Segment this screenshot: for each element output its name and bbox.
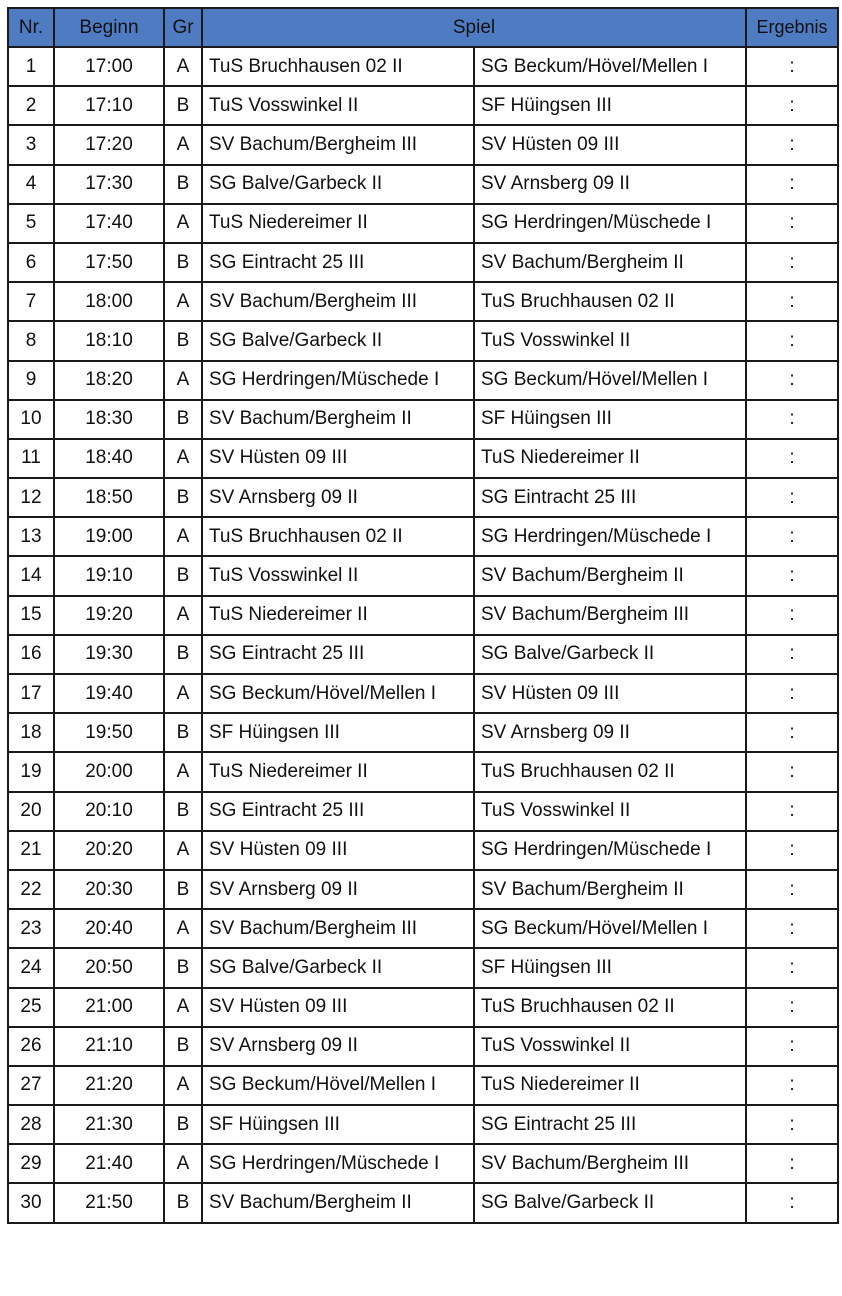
result-cell[interactable]: : — [746, 400, 838, 439]
match-number: 2 — [8, 86, 54, 125]
group: A — [164, 47, 202, 86]
away-team: SF Hüingsen III — [474, 86, 746, 125]
group: A — [164, 1066, 202, 1105]
result-cell[interactable]: : — [746, 556, 838, 595]
result-cell[interactable]: : — [746, 831, 838, 870]
table-row — [8, 792, 838, 831]
away-team: TuS Bruchhausen 02 II — [474, 988, 746, 1027]
away-team: SV Bachum/Bergheim III — [474, 596, 746, 635]
group: A — [164, 361, 202, 400]
home-team: SG Eintracht 25 III — [202, 243, 474, 282]
group: A — [164, 125, 202, 164]
start-time: 18:40 — [54, 439, 164, 478]
home-team: SG Herdringen/Müschede I — [202, 1144, 474, 1183]
away-team: TuS Niedereimer II — [474, 1066, 746, 1105]
start-time: 18:00 — [54, 282, 164, 321]
home-team: SG Balve/Garbeck II — [202, 165, 474, 204]
start-time: 20:10 — [54, 792, 164, 831]
home-team: TuS Bruchhausen 02 II — [202, 47, 474, 86]
match-number: 9 — [8, 361, 54, 400]
header-row — [8, 8, 838, 47]
match-number: 12 — [8, 478, 54, 517]
group: B — [164, 243, 202, 282]
start-time: 18:20 — [54, 361, 164, 400]
match-number: 29 — [8, 1144, 54, 1183]
match-number: 23 — [8, 909, 54, 948]
away-team: SV Hüsten 09 III — [474, 674, 746, 713]
away-team: SG Beckum/Hövel/Mellen I — [474, 47, 746, 86]
group: B — [164, 713, 202, 752]
result-cell[interactable]: : — [746, 909, 838, 948]
away-team: TuS Vosswinkel II — [474, 321, 746, 360]
start-time: 17:50 — [54, 243, 164, 282]
match-number: 27 — [8, 1066, 54, 1105]
group: A — [164, 988, 202, 1027]
home-team: TuS Vosswinkel II — [202, 556, 474, 595]
start-time: 21:30 — [54, 1105, 164, 1144]
table-row — [8, 870, 838, 909]
result-cell[interactable]: : — [746, 596, 838, 635]
match-number: 1 — [8, 47, 54, 86]
group: A — [164, 831, 202, 870]
match-number: 16 — [8, 635, 54, 674]
home-team: TuS Vosswinkel II — [202, 86, 474, 125]
match-number: 7 — [8, 282, 54, 321]
start-time: 18:10 — [54, 321, 164, 360]
result-cell[interactable]: : — [746, 321, 838, 360]
match-number: 14 — [8, 556, 54, 595]
away-team: TuS Niedereimer II — [474, 439, 746, 478]
match-number: 19 — [8, 752, 54, 791]
match-number: 8 — [8, 321, 54, 360]
start-time: 21:10 — [54, 1027, 164, 1066]
header-beginn: Beginn — [54, 8, 164, 47]
home-team: SV Arnsberg 09 II — [202, 1027, 474, 1066]
home-team: SF Hüingsen III — [202, 713, 474, 752]
group: B — [164, 870, 202, 909]
group: A — [164, 909, 202, 948]
match-number: 10 — [8, 400, 54, 439]
match-number: 11 — [8, 439, 54, 478]
result-cell[interactable]: : — [746, 635, 838, 674]
away-team: SG Eintracht 25 III — [474, 1105, 746, 1144]
start-time: 21:50 — [54, 1183, 164, 1222]
match-number: 28 — [8, 1105, 54, 1144]
away-team: SG Eintracht 25 III — [474, 478, 746, 517]
group: A — [164, 752, 202, 791]
group: A — [164, 596, 202, 635]
home-team: SG Herdringen/Müschede I — [202, 361, 474, 400]
schedule-body — [8, 47, 838, 1223]
start-time: 21:40 — [54, 1144, 164, 1183]
table-row — [8, 1027, 838, 1066]
result-cell[interactable]: : — [746, 713, 838, 752]
match-number: 26 — [8, 1027, 54, 1066]
group: B — [164, 556, 202, 595]
start-time: 17:00 — [54, 47, 164, 86]
table-row — [8, 596, 838, 635]
away-team: SG Balve/Garbeck II — [474, 635, 746, 674]
start-time: 18:30 — [54, 400, 164, 439]
away-team: SV Bachum/Bergheim III — [474, 1144, 746, 1183]
home-team: SV Bachum/Bergheim III — [202, 282, 474, 321]
match-number: 22 — [8, 870, 54, 909]
table-row — [8, 635, 838, 674]
match-number: 15 — [8, 596, 54, 635]
result-cell[interactable]: : — [746, 792, 838, 831]
group: B — [164, 86, 202, 125]
result-cell[interactable]: : — [746, 125, 838, 164]
result-cell[interactable]: : — [746, 1027, 838, 1066]
away-team: SG Balve/Garbeck II — [474, 1183, 746, 1222]
table-row — [8, 752, 838, 791]
result-cell[interactable]: : — [746, 1183, 838, 1222]
group: A — [164, 282, 202, 321]
away-team: SV Arnsberg 09 II — [474, 713, 746, 752]
header-ergebnis: Ergebnis — [746, 8, 838, 47]
home-team: SG Eintracht 25 III — [202, 635, 474, 674]
home-team: SV Bachum/Bergheim II — [202, 400, 474, 439]
home-team: TuS Niedereimer II — [202, 752, 474, 791]
away-team: SV Hüsten 09 III — [474, 125, 746, 164]
table-row — [8, 321, 838, 360]
result-cell[interactable]: : — [746, 988, 838, 1027]
table-row — [8, 204, 838, 243]
group: A — [164, 439, 202, 478]
home-team: SG Beckum/Hövel/Mellen I — [202, 1066, 474, 1105]
away-team: TuS Vosswinkel II — [474, 792, 746, 831]
away-team: SG Herdringen/Müschede I — [474, 204, 746, 243]
start-time: 20:00 — [54, 752, 164, 791]
match-number: 24 — [8, 948, 54, 987]
away-team: TuS Bruchhausen 02 II — [474, 282, 746, 321]
result-cell[interactable]: : — [746, 165, 838, 204]
result-cell[interactable]: : — [746, 243, 838, 282]
table-row — [8, 1105, 838, 1144]
group: A — [164, 674, 202, 713]
match-number: 6 — [8, 243, 54, 282]
group: B — [164, 948, 202, 987]
away-team: SF Hüingsen III — [474, 400, 746, 439]
match-number: 4 — [8, 165, 54, 204]
home-team: TuS Niedereimer II — [202, 596, 474, 635]
start-time: 18:50 — [54, 478, 164, 517]
away-team: SF Hüingsen III — [474, 948, 746, 987]
away-team: SG Beckum/Hövel/Mellen I — [474, 909, 746, 948]
home-team: SG Beckum/Hövel/Mellen I — [202, 674, 474, 713]
home-team: TuS Niedereimer II — [202, 204, 474, 243]
schedule-table — [7, 7, 839, 1224]
group: B — [164, 792, 202, 831]
group: A — [164, 1144, 202, 1183]
match-number: 18 — [8, 713, 54, 752]
match-number: 21 — [8, 831, 54, 870]
table-row — [8, 282, 838, 321]
start-time: 17:20 — [54, 125, 164, 164]
start-time: 19:10 — [54, 556, 164, 595]
home-team: SV Bachum/Bergheim III — [202, 125, 474, 164]
table-row — [8, 86, 838, 125]
away-team: TuS Bruchhausen 02 II — [474, 752, 746, 791]
table-row — [8, 1183, 838, 1222]
group: B — [164, 1105, 202, 1144]
home-team: SF Hüingsen III — [202, 1105, 474, 1144]
group: B — [164, 1183, 202, 1222]
result-cell[interactable]: : — [746, 86, 838, 125]
group: B — [164, 321, 202, 360]
table-row — [8, 948, 838, 987]
table-row — [8, 988, 838, 1027]
start-time: 20:40 — [54, 909, 164, 948]
result-cell[interactable]: : — [746, 47, 838, 86]
start-time: 21:00 — [54, 988, 164, 1027]
group: A — [164, 204, 202, 243]
home-team: SV Arnsberg 09 II — [202, 478, 474, 517]
table-row — [8, 478, 838, 517]
start-time: 17:40 — [54, 204, 164, 243]
start-time: 19:30 — [54, 635, 164, 674]
table-row — [8, 439, 838, 478]
match-number: 3 — [8, 125, 54, 164]
start-time: 19:20 — [54, 596, 164, 635]
result-cell[interactable]: : — [746, 517, 838, 556]
start-time: 21:20 — [54, 1066, 164, 1105]
result-cell[interactable]: : — [746, 1144, 838, 1183]
group: B — [164, 635, 202, 674]
start-time: 20:50 — [54, 948, 164, 987]
start-time: 17:30 — [54, 165, 164, 204]
home-team: SG Balve/Garbeck II — [202, 321, 474, 360]
result-cell[interactable]: : — [746, 1066, 838, 1105]
away-team: SV Arnsberg 09 II — [474, 165, 746, 204]
home-team: SG Eintracht 25 III — [202, 792, 474, 831]
away-team: SV Bachum/Bergheim II — [474, 556, 746, 595]
table-row — [8, 165, 838, 204]
home-team: SV Bachum/Bergheim II — [202, 1183, 474, 1222]
group: B — [164, 478, 202, 517]
home-team: SV Hüsten 09 III — [202, 831, 474, 870]
match-number: 17 — [8, 674, 54, 713]
header-spiel: Spiel — [202, 8, 746, 47]
start-time: 19:00 — [54, 517, 164, 556]
table-row — [8, 243, 838, 282]
header-nr: Nr. — [8, 8, 54, 47]
result-cell[interactable]: : — [746, 674, 838, 713]
table-row — [8, 517, 838, 556]
table-row — [8, 361, 838, 400]
group: A — [164, 517, 202, 556]
result-cell[interactable]: : — [746, 948, 838, 987]
away-team: SV Bachum/Bergheim II — [474, 243, 746, 282]
start-time: 20:20 — [54, 831, 164, 870]
table-row — [8, 1066, 838, 1105]
result-cell[interactable]: : — [746, 752, 838, 791]
home-team: SV Bachum/Bergheim III — [202, 909, 474, 948]
result-cell[interactable]: : — [746, 1105, 838, 1144]
result-cell[interactable]: : — [746, 439, 838, 478]
home-team: TuS Bruchhausen 02 II — [202, 517, 474, 556]
table-row — [8, 125, 838, 164]
match-number: 13 — [8, 517, 54, 556]
start-time: 17:10 — [54, 86, 164, 125]
start-time: 19:40 — [54, 674, 164, 713]
result-cell[interactable]: : — [746, 361, 838, 400]
table-row — [8, 831, 838, 870]
home-team: SV Hüsten 09 III — [202, 988, 474, 1027]
header-gr: Gr — [164, 8, 202, 47]
group: B — [164, 400, 202, 439]
match-number: 20 — [8, 792, 54, 831]
match-number: 25 — [8, 988, 54, 1027]
home-team: SG Balve/Garbeck II — [202, 948, 474, 987]
start-time: 20:30 — [54, 870, 164, 909]
result-cell[interactable]: : — [746, 870, 838, 909]
result-cell[interactable]: : — [746, 478, 838, 517]
result-cell[interactable]: : — [746, 282, 838, 321]
away-team: TuS Vosswinkel II — [474, 1027, 746, 1066]
table-row — [8, 556, 838, 595]
away-team: SG Herdringen/Müschede I — [474, 831, 746, 870]
away-team: SV Bachum/Bergheim II — [474, 870, 746, 909]
away-team: SG Herdringen/Müschede I — [474, 517, 746, 556]
group: B — [164, 1027, 202, 1066]
table-row — [8, 400, 838, 439]
table-row — [8, 674, 838, 713]
match-number: 30 — [8, 1183, 54, 1222]
table-row — [8, 1144, 838, 1183]
table-row — [8, 713, 838, 752]
match-number: 5 — [8, 204, 54, 243]
result-cell[interactable]: : — [746, 204, 838, 243]
group: B — [164, 165, 202, 204]
table-row — [8, 909, 838, 948]
table-row — [8, 47, 838, 86]
away-team: SG Beckum/Hövel/Mellen I — [474, 361, 746, 400]
start-time: 19:50 — [54, 713, 164, 752]
home-team: SV Arnsberg 09 II — [202, 870, 474, 909]
home-team: SV Hüsten 09 III — [202, 439, 474, 478]
